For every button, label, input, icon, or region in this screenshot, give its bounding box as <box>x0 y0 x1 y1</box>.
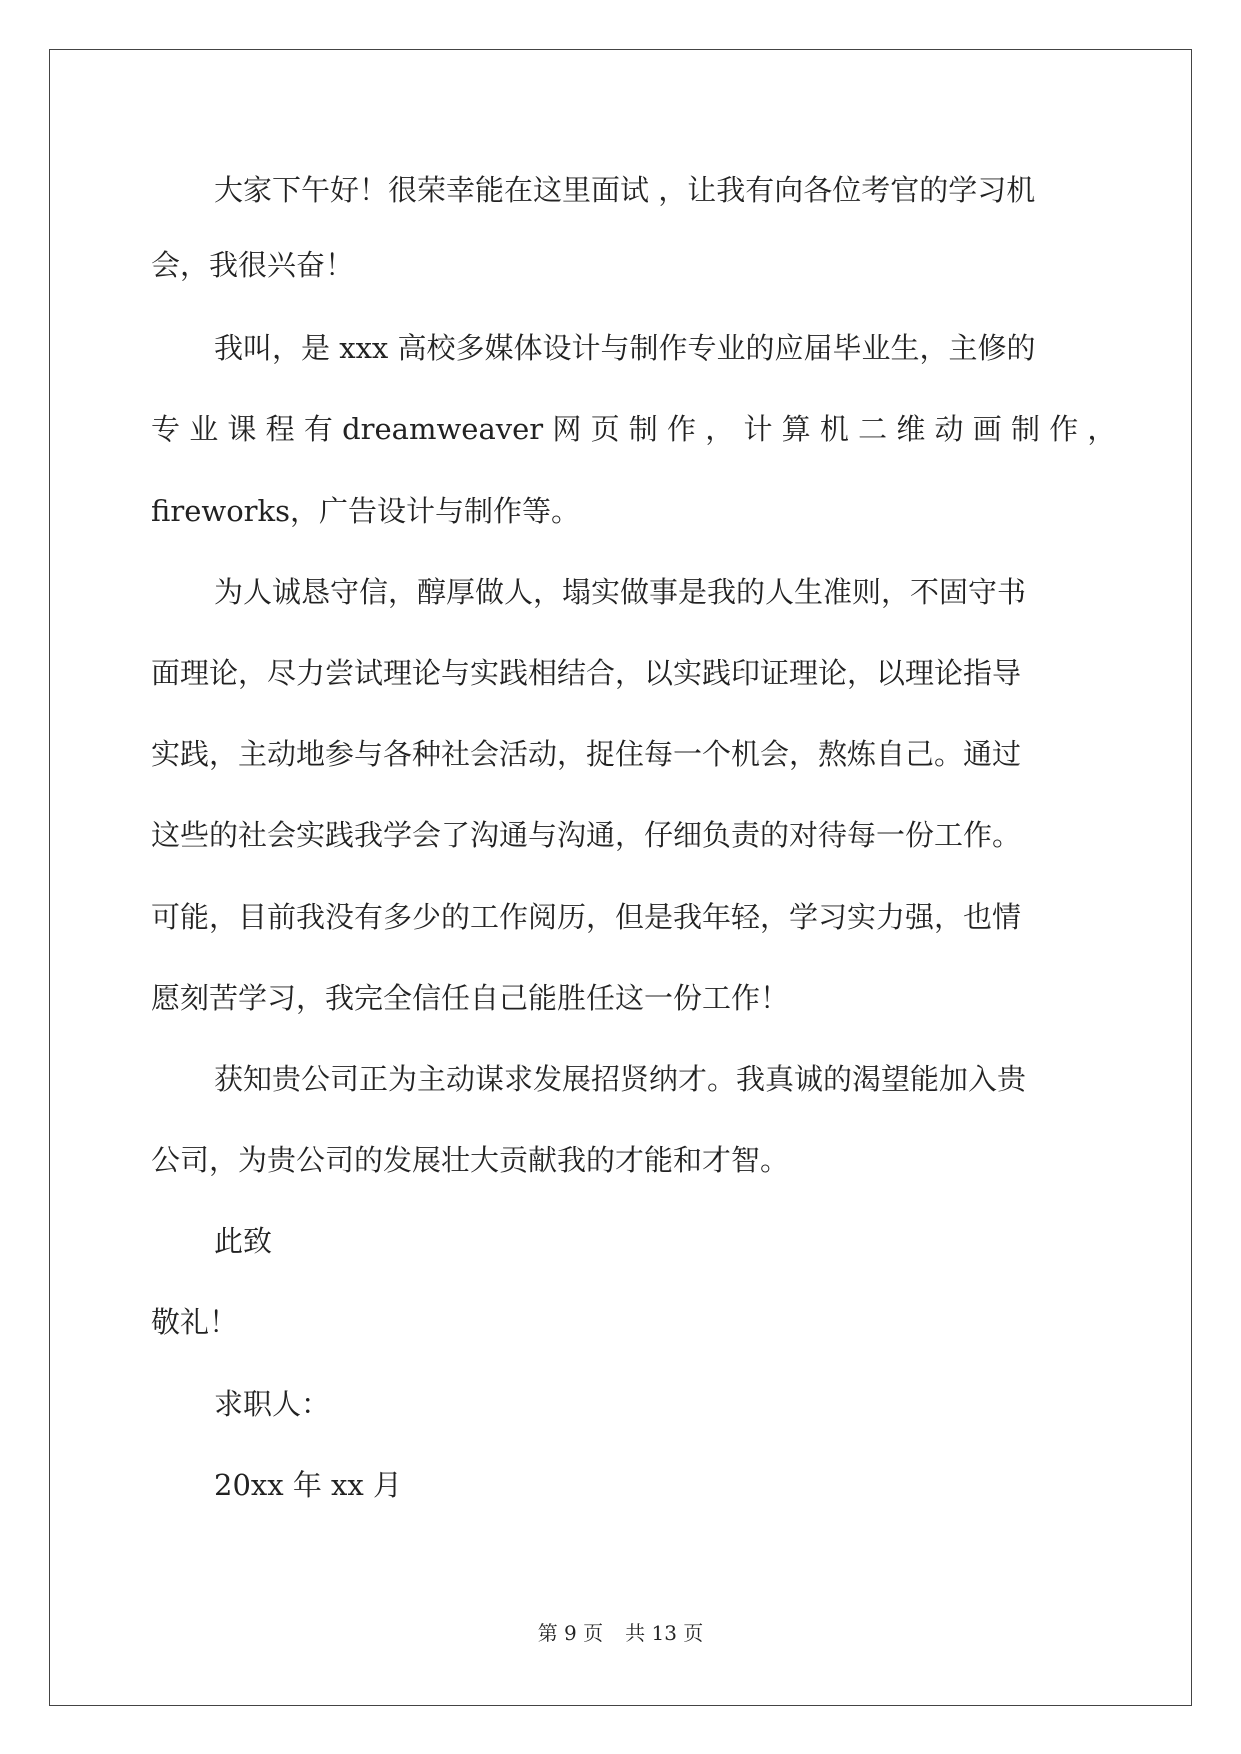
page-number-current: 第 9 页 <box>537 1621 604 1645</box>
closing-salutation: 此致 <box>214 1224 273 1258</box>
paragraph-company-line-1: 获知贵公司正为主动谋求发展招贤纳才。我真诚的渴望能加入贵 <box>214 1062 1027 1096</box>
page-frame <box>49 49 1192 1706</box>
paragraph-principles-line-2: 面理论，尽力尝试理论与实践相结合，以实践印证理论，以理论指导 <box>151 656 1022 690</box>
paragraph-principles-line-5: 可能，目前我没有多少的工作阅历，但是我年轻，学习实力强，也情 <box>151 900 1022 934</box>
page-footer <box>0 1620 1241 1646</box>
date-line: 20xx 年 xx 月 <box>214 1468 402 1502</box>
paragraph-greeting-line-1: 大家下午好！很荣幸能在这里面试 ，让我有向各位考官的学习机 <box>214 173 1036 207</box>
signature-label: 求职人： <box>214 1387 331 1421</box>
paragraph-greeting-line-2: 会，我很兴奋！ <box>151 248 355 282</box>
paragraph-company-line-2: 公司，为贵公司的发展壮大贡献我的才能和才智。 <box>151 1143 790 1177</box>
paragraph-intro-line-2: 专 业 课 程 有 dreamweaver 网 页 制 作 ， 计 算 机 二 维 动 画 制 作 ， <box>151 412 1117 446</box>
closing-regards: 敬礼！ <box>151 1305 239 1339</box>
paragraph-intro-line-1: 我叫，是 xxx 高校多媒体设计与制作专业的应届毕业生，主修的 <box>214 331 1036 365</box>
paragraph-principles-line-4: 这些的社会实践我学会了沟通与沟通，仔细负责的对待每一份工作。 <box>151 818 1022 852</box>
paragraph-principles-line-6: 愿刻苦学习，我完全信任自己能胜任这一份工作！ <box>151 981 790 1015</box>
paragraph-intro-line-3: fireworks，广告设计与制作等。 <box>151 494 580 528</box>
paragraph-principles-line-1: 为人诚恳守信，醇厚做人，塌实做事是我的人生准则，不固守书 <box>214 575 1027 609</box>
paragraph-principles-line-3: 实践，主动地参与各种社会活动，捉住每一个机会，熬炼自己。通过 <box>151 737 1022 771</box>
page-number-total: 共 13 页 <box>625 1621 704 1645</box>
